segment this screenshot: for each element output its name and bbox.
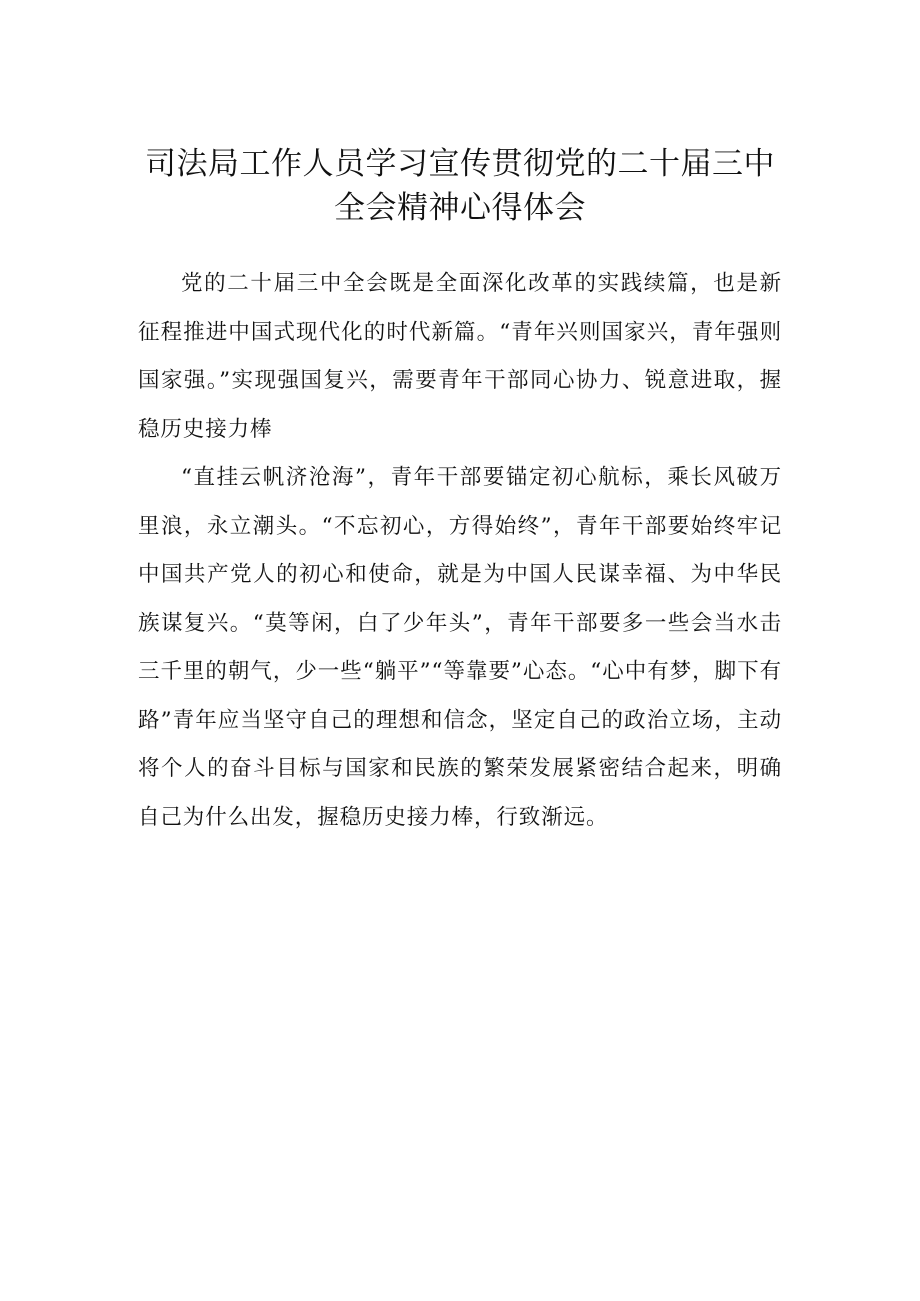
paragraph-2: “直挂云帆济沧海”，青年干部要锚定初心航标，乘长风破万里浪，永立潮头。“不忘初心，方得始终”，青年干部要始终牢记中国共产党人的初心和使命，就是为中国人民谋幸福、为中华民族谋复兴。“莫等闲，白了少年头”，青年干部要多一些会当水击三千里的朝气，少一些“躺平”“等靠要”心态。“心中有梦，脚下有路”青年应当坚守自己的理想和信念，坚定自己的政治立场，主动将个人的奋斗目标与国家和民族的繁荣发展紧密结合起来，明确自己为什么出发，握稳历史接力棒，行致渐远。 [138,465,782,830]
document-body [138,260,782,842]
paragraph-1: 党的二十届三中全会既是全面深化改革的实践续篇，也是新征程推进中国式现代化的时代新篇。“青年兴则国家兴，青年强则国家强。”实现强国复兴，需要青年干部同心协力、锐意进取，握稳历史接力棒 [138,271,782,442]
document-title [138,142,782,230]
title-line-1: 司法局工作人员学习宣传贯彻党的二十届三中 [145,146,775,182]
title-line-2: 全会精神心得体会 [334,190,586,226]
